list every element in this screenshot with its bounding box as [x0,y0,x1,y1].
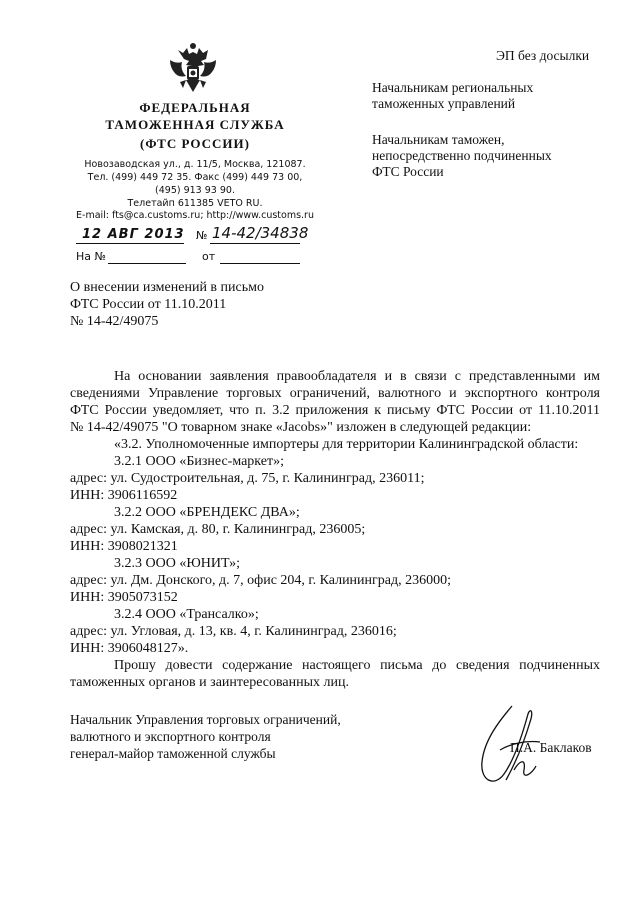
reference-number-underline [108,263,186,264]
importer-2-inn: ИНН: 3908021321 [70,539,178,554]
recipient-2-line-2: непосредственно подчиненных [372,148,552,163]
recipient-2-line-3: ФТС России [372,164,444,179]
body-paragraph-2-line-2: таможенных органов и заинтересованных лиц. [70,675,349,690]
org-name-line-3: (ФТС РОССИИ) [140,136,250,151]
double-headed-eagle-emblem-icon [166,42,220,98]
number-underline [210,243,300,244]
delivery-note: ЭП без досылки [496,48,590,63]
reference-date-label: от [202,250,216,263]
org-phone-fax: Тел. (499) 449 72 35. Факс (499) 449 73 00, [87,172,303,183]
importer-3-address: адрес: ул. Дм. Донского, д. 7, офис 204, г. Калининград, 236000; [70,573,452,588]
org-address: Новозаводская ул., д. 11/5, Москва, 121087. [84,159,306,170]
subject-line-3: № 14-42/49075 [70,314,159,329]
importer-2-name: 3.2.2 ООО «БРЕНДЕКС ДВА»; [114,505,300,520]
body-paragraph-1-line-3: ФТС России уведомляет, что п. 3.2 приложения к письму ФТС России от 11.10.2011 [70,403,600,418]
recipient-1-line-2: таможенных управлений [372,96,516,111]
signer-name: П.А. Баклаков [510,740,592,755]
date-underline [76,243,184,244]
importer-3-name: 3.2.3 ООО «ЮНИТ»; [114,556,241,571]
importer-4-name: 3.2.4 ООО «Трансалко»; [114,607,259,622]
recipient-2-line-1: Начальникам таможен, [372,132,505,147]
org-email-web: E-mail: fts@ca.customs.ru; http://www.customs.ru [76,210,314,221]
signer-title-line-2: валютного и экспортного контроля [70,729,271,744]
org-name-line-2: ТАМОЖЕННАЯ СЛУЖБА [105,117,285,132]
letter-date: 12 АВГ 2013 [82,227,185,242]
signer-title-line-3: генерал-майор таможенной службы [70,746,276,761]
recipient-1-line-1: Начальникам региональных [372,80,534,95]
importer-4-address: адрес: ул. Угловая, д. 13, кв. 4, г. Калининград, 236016; [70,624,397,639]
number-label: № [196,229,208,242]
org-teletype: Телетайп 611385 VETO RU. [127,198,263,209]
signer-title-line-1: Начальник Управления торговых ограничений, [70,712,341,727]
subject-line-1: О внесении изменений в письмо [70,280,264,295]
importer-1-name: 3.2.1 ООО «Бизнес-маркет»; [114,454,284,469]
importer-1-inn: ИНН: 3906116592 [70,488,178,503]
body-paragraph-1-line-2: сведениями Управление торговых ограничений, валютного и экспортного контроля [70,386,600,401]
letter-number: 14-42/34838 [212,224,309,242]
body-paragraph-1-line-1: На основании заявления правообладателя и в связи с представленными им [114,369,600,384]
importer-4-inn: ИНН: 3906048127». [70,641,189,656]
org-phone-2: (495) 913 93 90. [155,185,235,196]
body-paragraph-2-line-1: Прошу довести содержание настоящего письма до сведения подчиненных [114,658,600,673]
importer-2-address: адрес: ул. Камская, д. 80, г. Калининград, 236005; [70,522,366,537]
quote-title: «3.2. Уполномоченные импортеры для территории Калининградской области: [114,437,579,452]
org-name-line-1: ФЕДЕРАЛЬНАЯ [139,100,251,115]
importer-1-address: адрес: ул. Судостроительная, д. 75, г. Калининград, 236011; [70,471,425,486]
reference-date-underline [220,263,300,264]
importer-3-inn: ИНН: 3905073152 [70,590,178,605]
reference-number-label: На № [76,250,106,263]
body-paragraph-1-line-4: № 14-42/49075 "О товарном знаке «Jacobs»" изложен в следующей редакции: [70,420,532,435]
subject-line-2: ФТС России от 11.10.2011 [70,297,227,312]
